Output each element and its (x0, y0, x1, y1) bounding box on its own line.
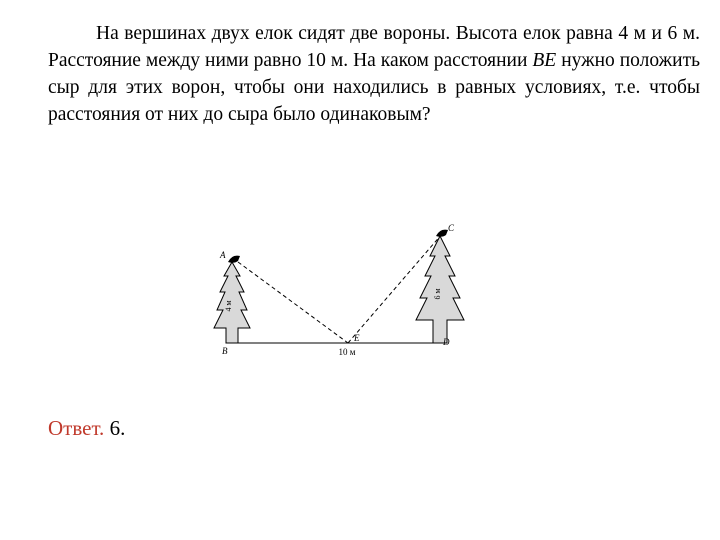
trees-diagram (200, 218, 490, 368)
answer-value: 6. (109, 416, 126, 440)
label-height-left: 4 м (224, 300, 233, 312)
problem-part2: нужно положить сыр для этих ворон, чтобы они находились в равных условиях, т.е. чтобы расстояния от них до сыра было одинаковым? (48, 50, 700, 125)
label-distance: 10 м (338, 347, 356, 357)
answer-label: Ответ. (48, 416, 105, 440)
label-height-right: 6 м (433, 288, 442, 300)
answer (48, 416, 125, 441)
label-point-c: C (448, 223, 455, 233)
label-point-b: B (222, 346, 228, 356)
label-point-a: A (220, 250, 226, 260)
label-point-e: E (354, 333, 360, 343)
right-crow-icon (436, 230, 448, 237)
trees-diagram-svg (200, 218, 490, 368)
left-crow-icon (228, 256, 240, 263)
segment-be: BE (532, 50, 557, 71)
label-point-d: D (443, 337, 450, 347)
problem-part1: На вершинах двух елок сидят две вороны. Высота елок равна 4 м и 6 м. Расстояние между ними равно 10 м. На каком расстоянии (48, 23, 700, 71)
problem-text (48, 20, 700, 128)
dashed-line-ae (238, 262, 348, 343)
